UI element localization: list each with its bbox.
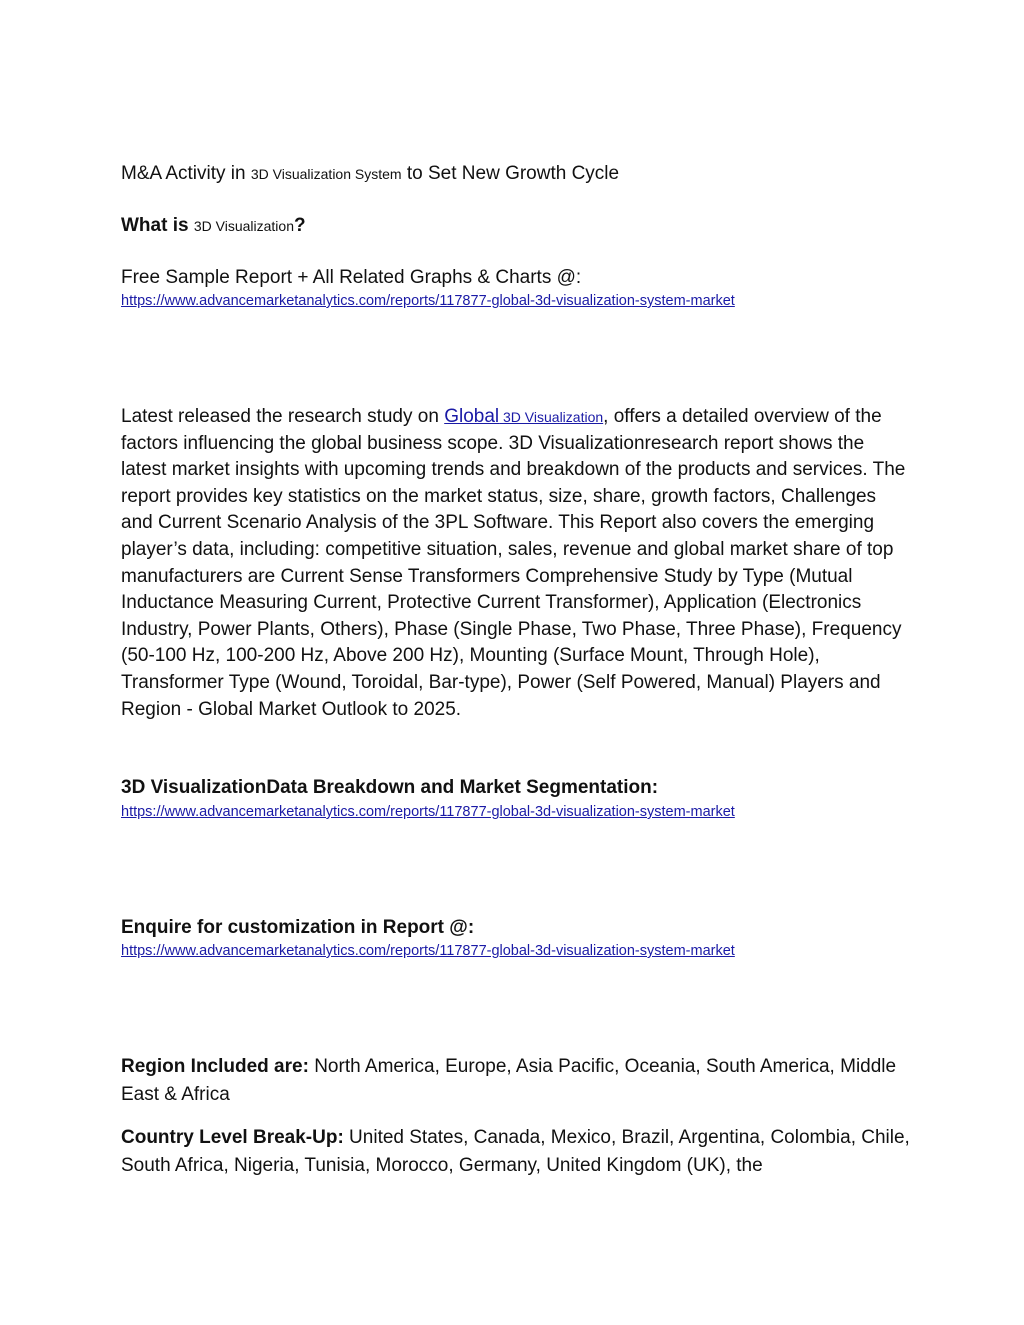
what-is-heading <box>121 213 911 239</box>
country-text: United States, Canada, Mexico, Brazil, Argentina, Colombia, Chile, South Africa, Nigeria, Tunisia, Morocco, Germany, United Kingdom (UK), the <box>121 1127 910 1176</box>
region-label: Region Included are: <box>121 1056 309 1077</box>
breakdown-heading: 3D VisualizationData Breakdown and Market Segmentation: <box>121 777 659 798</box>
intro-lead: Latest released the research study on <box>121 406 445 427</box>
document-title <box>121 161 911 187</box>
title-prefix: M&A Activity in <box>121 163 251 184</box>
enquire-heading: Enquire for customization in Report @: <box>121 917 475 938</box>
intro-paragraph <box>121 404 913 723</box>
what-is-product: 3D Visualization <box>193 218 294 234</box>
what-is-suffix: ? <box>293 215 306 236</box>
intro-body: , offers a detailed overview of the factors influencing the global business scope. 3D Visualizationresearch report shows the latest market insights with upcoming trends and breakdown of the products and services. The report provides key statistics on the market status, size, share, growth factors, Challenges and Current Scenario Analysis of the 3PL Software. This Report also covers the emerging player’s data, including: competitive situation, sales, revenue and global market share of top manufacturers are Current Sense Transformers Comprehensive Study by Type (Mutual Inductance Measuring Current, Protective Current Transformer), Application (Electronics Industry, Power Plants, Others), Phase (Single Phase, Two Phase, Three Phase), Frequency (50-100 Hz, 100-200 Hz, Above 200 Hz), Mounting (Surface Mount, Through Hole), Transformer Type (Wound, Toroidal, Bar-type), Power (Self Powered, Manual) Players and Region - Global Market Outlook to 2025. <box>121 406 906 720</box>
breakdown-link[interactable]: https://www.advancemarketanalytics.com/reports/117877-global-3d-visualization-system-market <box>121 804 735 820</box>
country-section <box>121 1124 911 1180</box>
global-link[interactable]: Global 3D Visualization <box>444 406 604 427</box>
sample-label: Free Sample Report + All Related Graphs & Charts @: <box>121 267 582 288</box>
country-label: Country Level Break-Up: <box>121 1127 344 1148</box>
region-section <box>121 1053 911 1109</box>
title-product: 3D Visualization System <box>250 166 402 182</box>
sample-report-link[interactable]: https://www.advancemarketanalytics.com/reports/117877-global-3d-visualization-system-market <box>121 293 735 309</box>
title-suffix: to Set New Growth Cycle <box>401 163 620 184</box>
what-is-prefix: What is <box>121 215 194 236</box>
region-text: North America, Europe, Asia Pacific, Oceania, South America, Middle East & Africa <box>121 1056 897 1105</box>
enquire-link[interactable]: https://www.advancemarketanalytics.com/reports/117877-global-3d-visualization-system-market <box>121 943 735 959</box>
